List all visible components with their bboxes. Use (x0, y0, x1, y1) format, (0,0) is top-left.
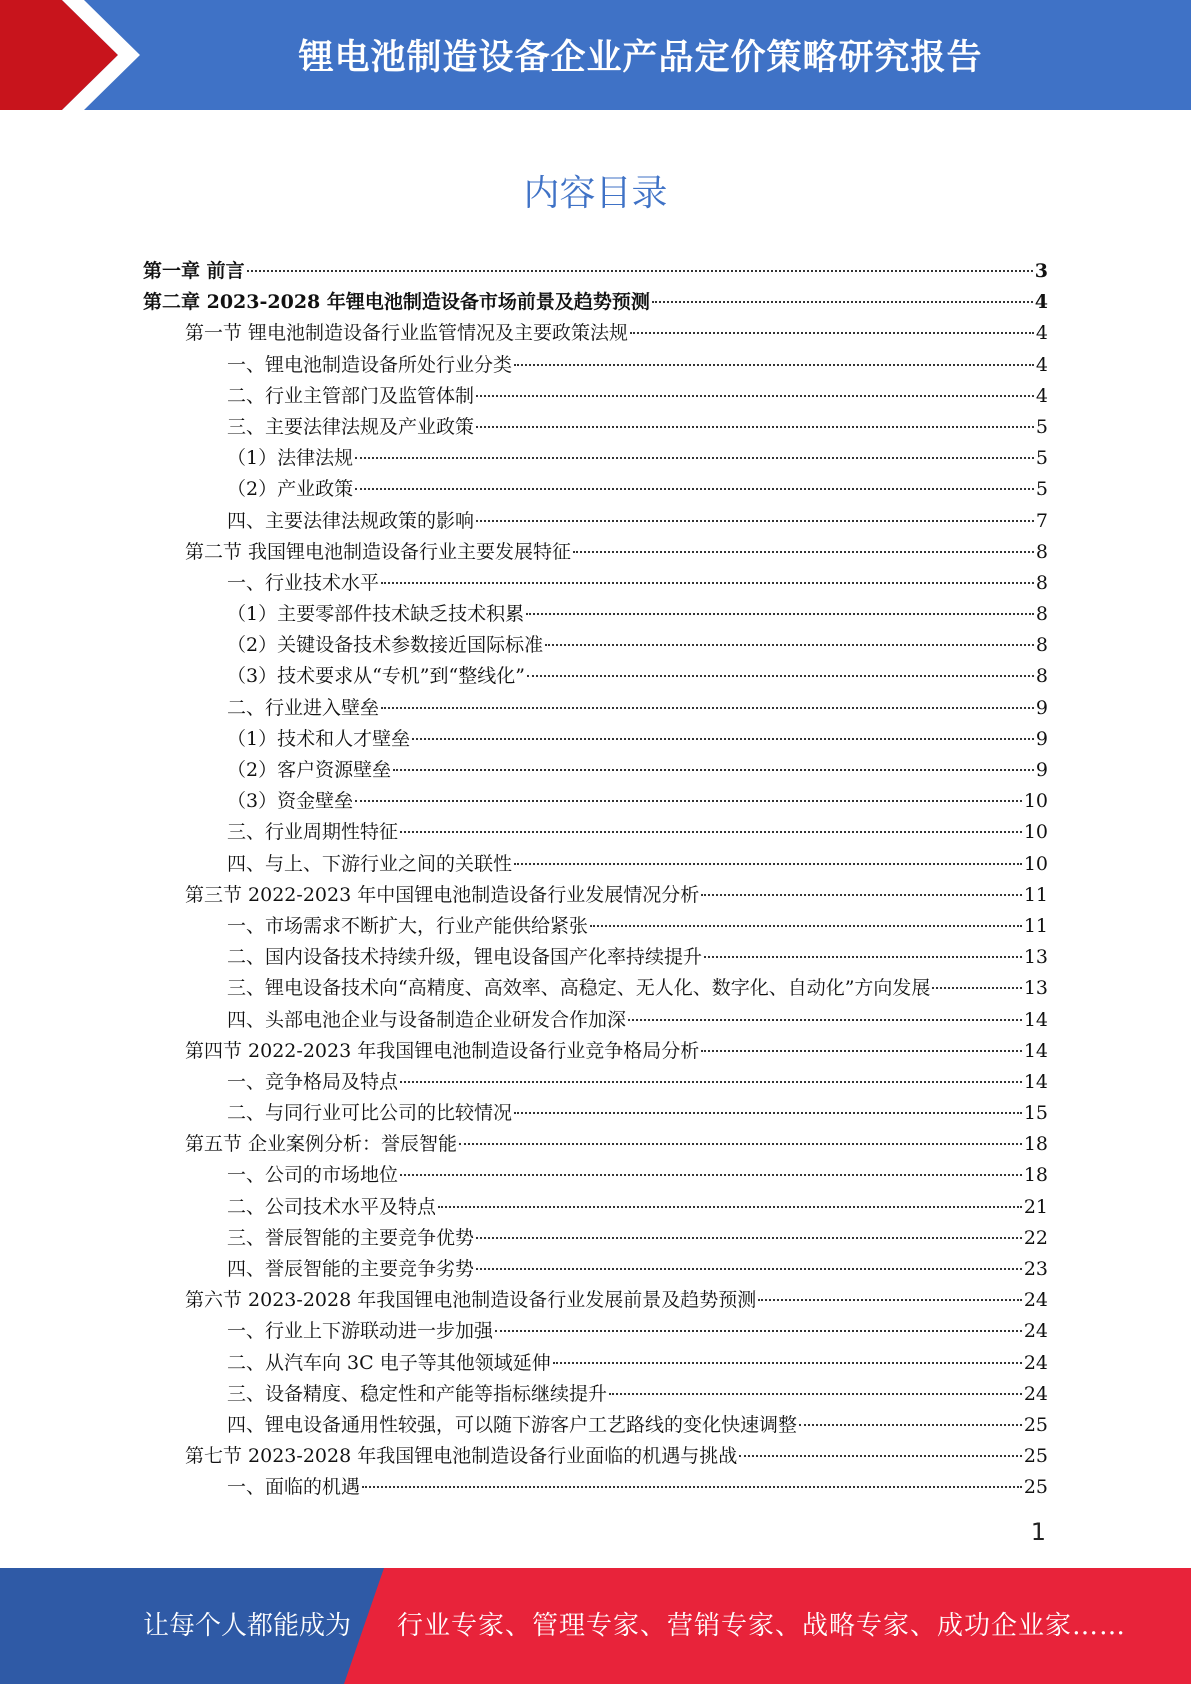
toc-entry-page: 14 (1023, 1008, 1048, 1031)
toc-entry-label: （2）产业政策 (227, 478, 354, 501)
toc-entry-page: 9 (1035, 696, 1048, 719)
toc-entry[interactable] (143, 506, 1048, 537)
toc-entry-page: 10 (1023, 821, 1048, 844)
dot-leader (527, 675, 1034, 677)
toc-entry-page: 11 (1023, 883, 1048, 906)
toc-entry[interactable] (143, 1192, 1048, 1223)
toc-entry[interactable] (143, 568, 1048, 599)
dot-leader (362, 1486, 1022, 1488)
toc-entry[interactable] (143, 1036, 1048, 1067)
dot-leader (799, 1424, 1022, 1426)
toc-entry-label: （1）技术和人才壁垒 (227, 727, 411, 750)
toc-entry-page: 5 (1035, 447, 1048, 470)
header-arrow-decoration (0, 0, 150, 110)
dot-leader (590, 925, 1022, 927)
dot-leader (355, 488, 1034, 490)
toc-entry-page: 8 (1035, 634, 1048, 657)
toc-entry[interactable] (143, 1223, 1048, 1254)
toc-entry[interactable] (143, 942, 1048, 973)
toc-entry-label: 一、行业技术水平 (227, 571, 380, 594)
toc-entry-label: 第四节 2022-2023 年我国锂电池制造设备行业竞争格局分析 (185, 1039, 700, 1062)
toc-entry-label: 三、锂电设备技术向“高精度、高效率、高稳定、无人化、数字化、自动化”方向发展 (227, 977, 931, 1000)
toc-entry-label: 第三节 2022-2023 年中国锂电池制造设备行业发展情况分析 (185, 883, 700, 906)
toc-entry-page: 13 (1023, 946, 1048, 969)
toc-entry-label: 三、主要法律法规及产业政策 (227, 415, 475, 438)
toc-entry[interactable] (143, 880, 1048, 911)
toc-entry-page: 10 (1023, 790, 1048, 813)
dot-leader (247, 270, 1033, 272)
dot-leader (476, 426, 1034, 428)
toc-entry[interactable] (143, 630, 1048, 661)
toc-entry-page: 18 (1023, 1164, 1048, 1187)
toc-entry-label: 四、主要法律法规政策的影响 (227, 509, 475, 532)
toc-entry-page: 4 (1035, 384, 1048, 407)
toc-entry-page: 24 (1023, 1289, 1048, 1312)
toc-entry-page: 14 (1023, 1070, 1048, 1093)
toc-entry-label: 第五节 企业案例分析：誉辰智能 (185, 1133, 458, 1156)
page-number: 1 (1030, 1518, 1046, 1546)
toc-entry-label: （3）资金壁垒 (227, 790, 354, 813)
dot-leader (553, 1362, 1022, 1364)
toc-entry-page: 4 (1034, 291, 1048, 314)
toc-entry[interactable] (143, 256, 1048, 287)
dot-leader (438, 1206, 1022, 1208)
dot-leader (758, 1299, 1022, 1301)
toc-entry-page: 24 (1023, 1351, 1048, 1374)
table-of-contents (143, 256, 1048, 1504)
dot-leader (355, 800, 1022, 802)
toc-entry-page: 10 (1023, 852, 1048, 875)
toc-entry-label: 三、行业周期性特征 (227, 821, 399, 844)
toc-entry-label: 二、从汽车向 3C 电子等其他领域延伸 (227, 1351, 551, 1374)
toc-entry-label: （2）关键设备技术参数接近国际标准 (227, 634, 544, 657)
toc-entry-page: 14 (1023, 1039, 1048, 1062)
dot-leader (476, 1237, 1022, 1239)
toc-entry-page: 8 (1035, 571, 1048, 594)
toc-entry-label: 三、誉辰智能的主要竞争优势 (227, 1226, 475, 1249)
dot-leader (514, 863, 1022, 865)
toc-entry[interactable] (143, 350, 1048, 381)
toc-entry-label: 一、市场需求不断扩大，行业产能供给紧张 (227, 914, 589, 937)
toc-entry[interactable] (143, 1254, 1048, 1285)
toc-entry-label: 二、国内设备技术持续升级，锂电设备国产化率持续提升 (227, 946, 703, 969)
toc-entry-page: 25 (1023, 1476, 1048, 1499)
toc-entry-label: 第二节 我国锂电池制造设备行业主要发展特征 (185, 540, 572, 563)
toc-entry-label: 四、与上、下游行业之间的关联性 (227, 852, 513, 875)
dot-leader (701, 894, 1022, 896)
toc-entry-label: 三、设备精度、稳定性和产能等指标继续提升 (227, 1382, 608, 1405)
toc-entry[interactable] (143, 973, 1048, 1004)
dot-leader (545, 644, 1034, 646)
toc-entry[interactable] (143, 755, 1048, 786)
toc-entry-label: （3）技术要求从“专机”到“整线化” (227, 665, 525, 688)
toc-entry[interactable] (143, 443, 1048, 474)
toc-entry-label: 二、公司技术水平及特点 (227, 1195, 437, 1218)
toc-entry-page: 11 (1023, 914, 1048, 937)
toc-entry[interactable] (143, 381, 1048, 412)
dot-leader (476, 395, 1034, 397)
dot-leader (609, 1393, 1022, 1395)
toc-entry-page: 23 (1023, 1258, 1048, 1280)
dot-leader (704, 956, 1022, 958)
toc-entry-label: 第一节 锂电池制造设备行业监管情况及主要政策法规 (185, 322, 629, 345)
dot-leader (652, 301, 1033, 303)
toc-heading: 内容目录 (523, 173, 668, 214)
toc-entry-label: 二、与同行业可比公司的比较情况 (227, 1102, 513, 1125)
footer-slogan-left: 让每个人都能成为 (143, 1611, 352, 1641)
toc-entry[interactable] (143, 537, 1048, 568)
toc-entry-page: 13 (1023, 977, 1048, 1000)
dot-leader (400, 831, 1022, 833)
toc-entry-page: 21 (1023, 1195, 1048, 1218)
page-header (0, 0, 1191, 110)
dot-leader (739, 1455, 1022, 1457)
toc-entry-page: 22 (1023, 1226, 1048, 1249)
dot-leader (476, 1268, 1022, 1270)
toc-entry-label: （1）法律法规 (227, 447, 354, 470)
toc-entry[interactable] (143, 724, 1048, 755)
toc-entry-label: 一、面临的机遇 (227, 1476, 361, 1499)
toc-entry[interactable] (143, 474, 1048, 505)
dot-leader (381, 582, 1034, 584)
toc-entry[interactable] (143, 693, 1048, 724)
toc-entry-page: 8 (1035, 540, 1048, 563)
toc-entry-label: 第二章 2023-2028 年锂电池制造设备市场前景及趋势预测 (143, 291, 650, 314)
toc-entry-label: 一、公司的市场地位 (227, 1164, 399, 1187)
toc-entry[interactable] (143, 1348, 1048, 1379)
dot-leader (476, 520, 1034, 522)
dot-leader (393, 769, 1034, 771)
toc-entry-label: 四、誉辰智能的主要竞争劣势 (227, 1258, 475, 1280)
toc-entry[interactable] (143, 1160, 1048, 1191)
toc-entry[interactable] (143, 412, 1048, 443)
toc-entry-page: 4 (1035, 353, 1048, 376)
toc-entry-page: 5 (1035, 415, 1048, 438)
toc-entry-label: 第七节 2023-2028 年我国锂电池制造设备行业面临的机遇与挑战 (185, 1445, 738, 1468)
toc-entry-label: 第六节 2023-2028 年我国锂电池制造设备行业发展前景及趋势预测 (185, 1289, 757, 1312)
dot-leader (355, 457, 1034, 459)
toc-entry[interactable] (143, 1441, 1048, 1472)
toc-entry[interactable] (143, 911, 1048, 942)
toc-entry-page: 7 (1035, 509, 1048, 532)
toc-entry-page: 24 (1023, 1382, 1048, 1405)
toc-entry-label: （2）客户资源壁垒 (227, 759, 392, 781)
page-footer (0, 1568, 1191, 1684)
toc-entry-page: 4 (1035, 322, 1048, 345)
dot-leader (573, 551, 1034, 553)
toc-entry[interactable] (143, 1410, 1048, 1441)
toc-entry[interactable] (143, 786, 1048, 817)
dot-leader (701, 1050, 1022, 1052)
toc-entry-page: 25 (1023, 1445, 1048, 1468)
toc-entry-label: （1）主要零部件技术缺乏技术积累 (227, 603, 525, 626)
toc-entry[interactable] (143, 1005, 1048, 1036)
toc-entry[interactable] (143, 1379, 1048, 1410)
toc-entry[interactable] (143, 287, 1048, 318)
toc-entry[interactable] (143, 849, 1048, 880)
toc-entry-label: 二、行业主管部门及监管体制 (227, 384, 475, 407)
toc-entry-label: 第一章 前言 (143, 260, 245, 282)
dot-leader (514, 1112, 1022, 1114)
report-title: 锂电池制造设备企业产品定价策略研究报告 (298, 38, 983, 78)
toc-entry[interactable] (143, 599, 1048, 630)
toc-entry-page: 15 (1023, 1102, 1048, 1125)
toc-entry-page: 24 (1023, 1320, 1048, 1343)
toc-entry-page: 3 (1034, 260, 1048, 282)
dot-leader (412, 738, 1034, 740)
toc-entry-label: 一、锂电池制造设备所处行业分类 (227, 353, 513, 376)
toc-entry-page: 18 (1023, 1133, 1048, 1156)
toc-entry-page: 8 (1035, 665, 1048, 688)
toc-entry-label: 四、锂电设备通用性较强，可以随下游客户工艺路线的变化快速调整 (227, 1413, 798, 1436)
toc-entry-page: 8 (1035, 603, 1048, 626)
toc-entry[interactable] (143, 661, 1048, 692)
dot-leader (459, 1143, 1022, 1145)
toc-entry-page: 5 (1035, 478, 1048, 501)
toc-entry-label: 一、行业上下游联动进一步加强 (227, 1320, 494, 1343)
toc-entry-page: 9 (1035, 759, 1048, 781)
toc-entry[interactable] (143, 817, 1048, 848)
dot-leader (514, 364, 1034, 366)
toc-entry-page: 25 (1023, 1413, 1048, 1436)
toc-entry[interactable] (143, 1285, 1048, 1316)
dot-leader (495, 1330, 1022, 1332)
toc-entry-label: 二、行业进入壁垒 (227, 696, 380, 719)
dot-leader (526, 613, 1034, 615)
toc-entry[interactable] (143, 1067, 1048, 1098)
dot-leader (630, 332, 1034, 334)
toc-entry-label: 四、头部电池企业与设备制造企业研发合作加深 (227, 1008, 627, 1031)
toc-entry[interactable] (143, 1316, 1048, 1347)
dot-leader (400, 1174, 1022, 1176)
footer-slogan-right: 行业专家、管理专家、营销专家、战略专家、成功企业家…… (397, 1611, 1127, 1641)
dot-leader (932, 987, 1021, 989)
dot-leader (628, 1019, 1022, 1021)
toc-entry[interactable] (143, 1129, 1048, 1160)
toc-entry[interactable] (143, 1098, 1048, 1129)
toc-entry[interactable] (143, 1472, 1048, 1503)
toc-entry-label: 一、竞争格局及特点 (227, 1070, 399, 1093)
dot-leader (400, 1081, 1022, 1083)
dot-leader (381, 707, 1034, 709)
toc-entry-page: 9 (1035, 727, 1048, 750)
toc-entry[interactable] (143, 318, 1048, 349)
